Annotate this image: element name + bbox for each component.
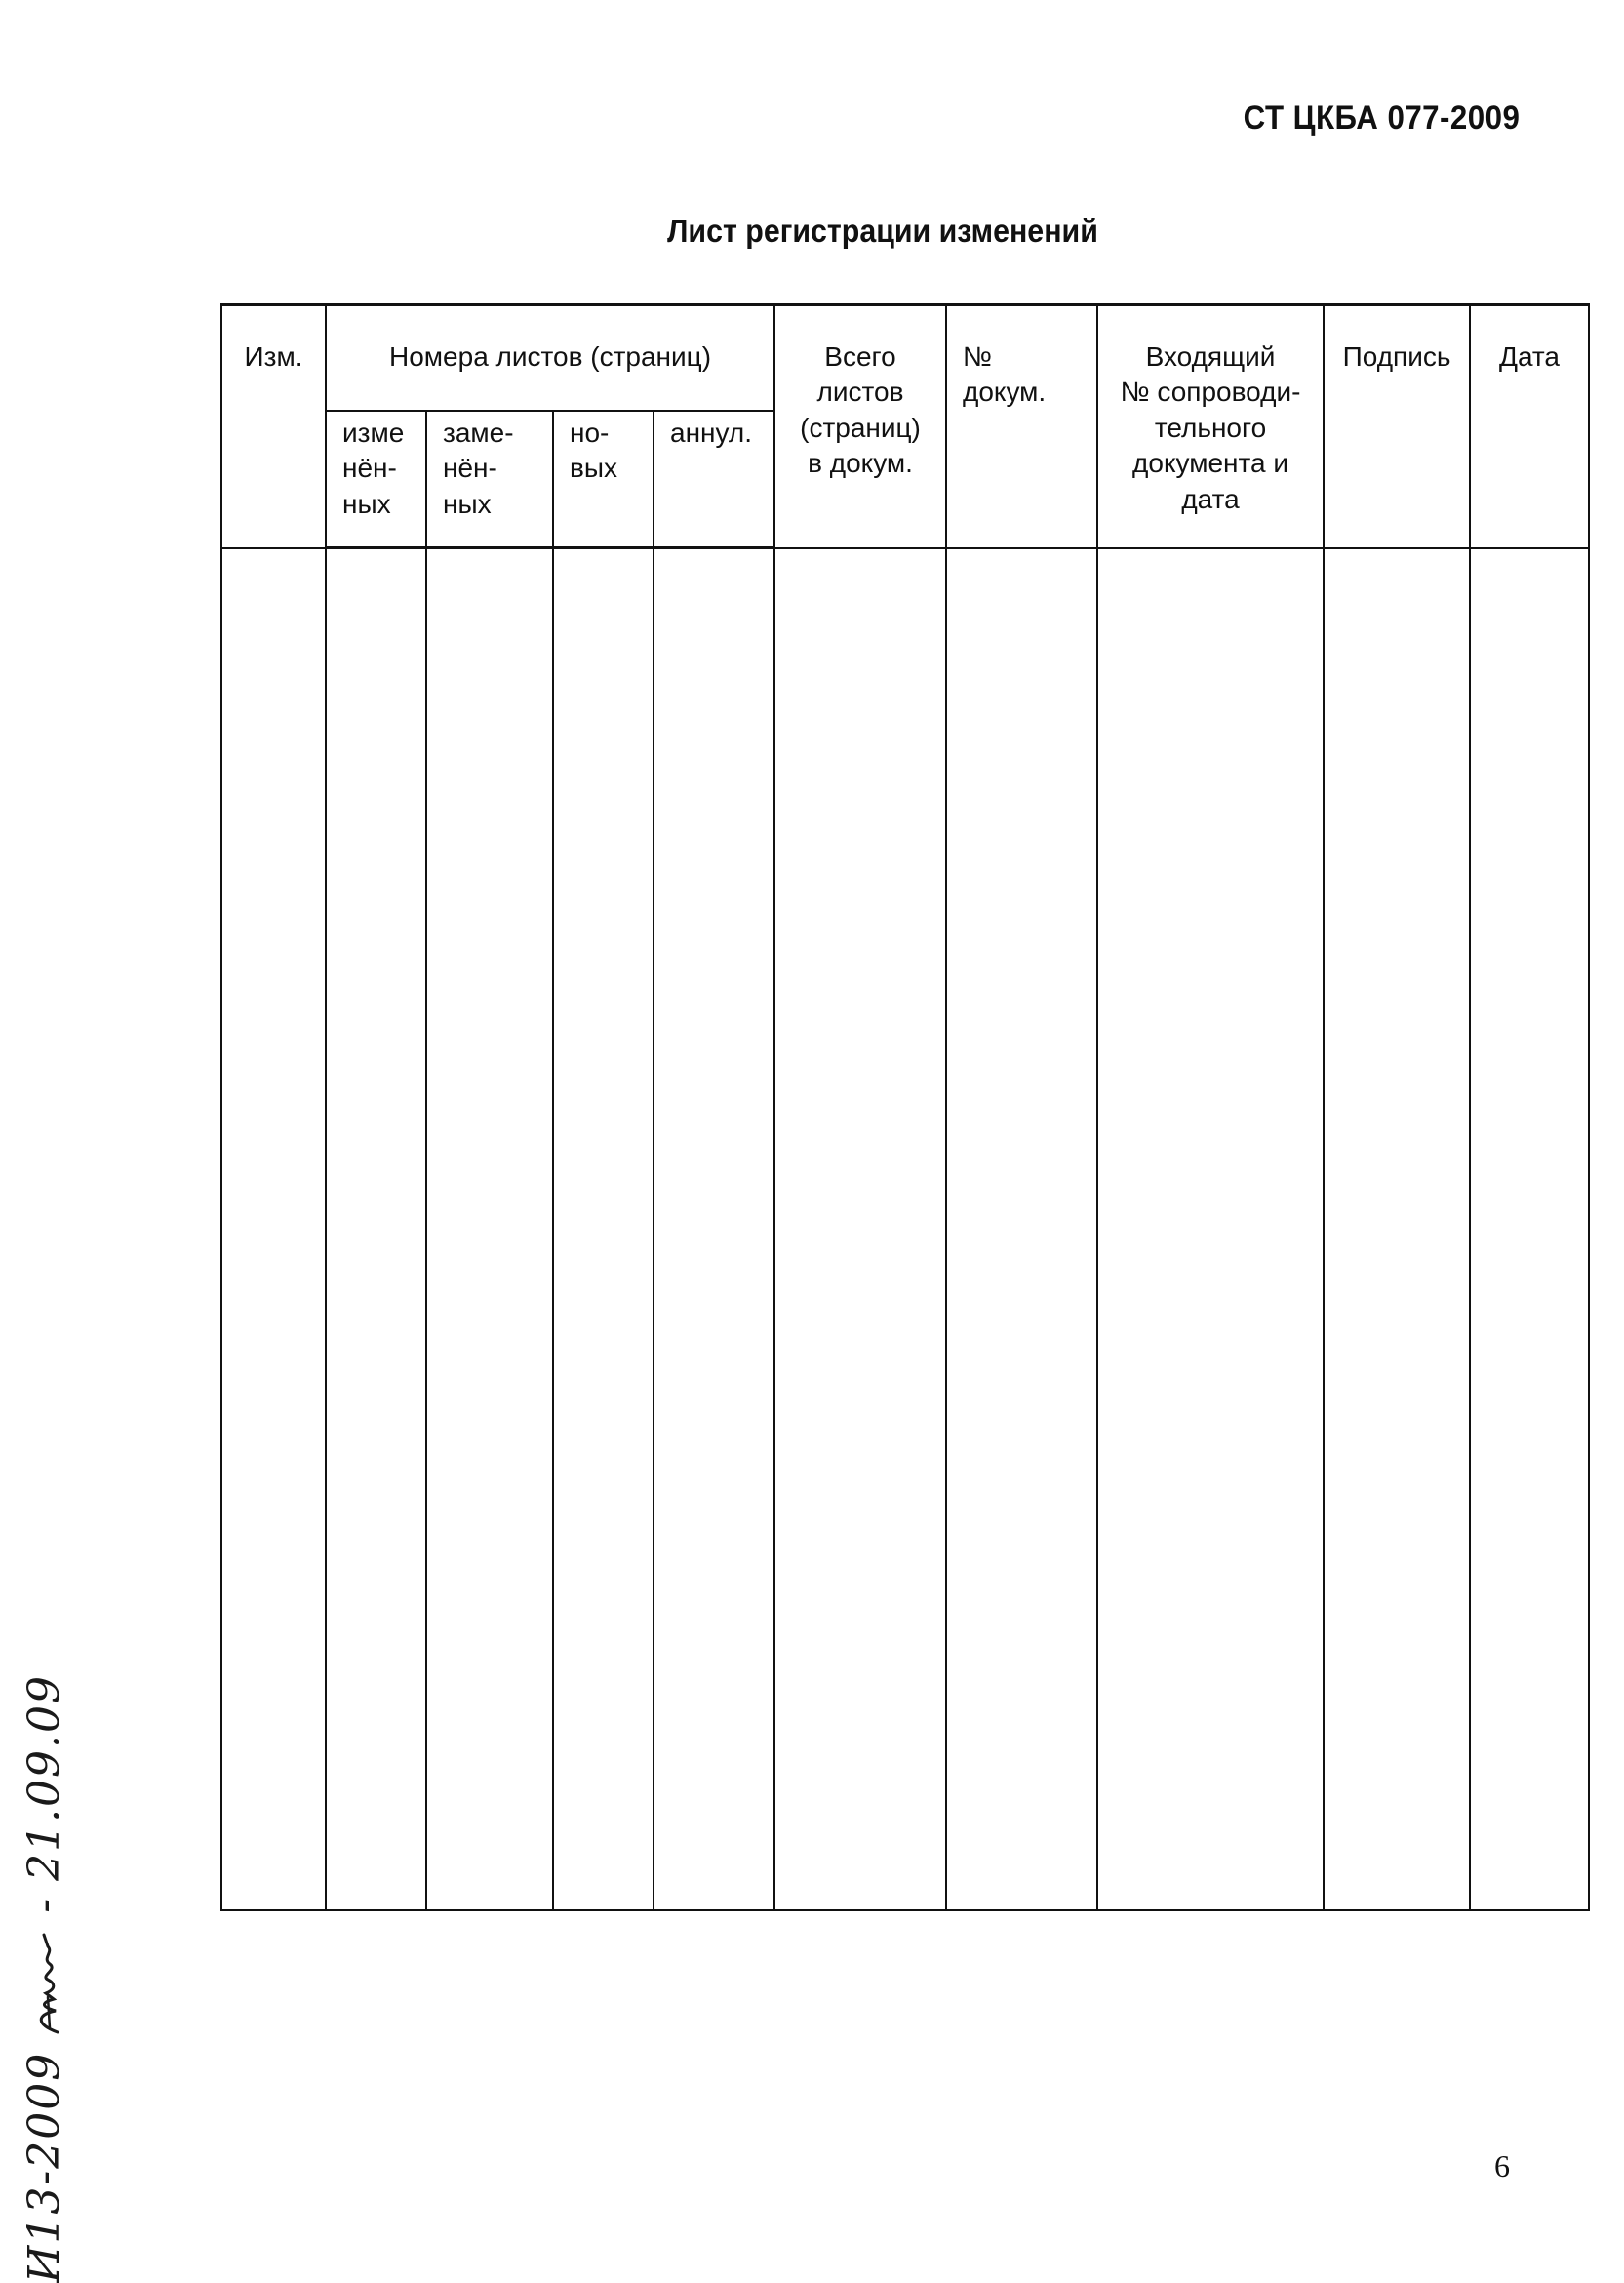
table-cell-changed: [326, 548, 426, 1911]
header-cell-change: [221, 305, 326, 548]
subheader-label-cancelled: аннул.: [670, 418, 752, 448]
header-label-date: Дата: [1499, 341, 1561, 372]
subheader-label-replaced: заме- нён- ных: [443, 418, 514, 519]
handwritten-margin-note: [20, 1674, 69, 2283]
table-cell-cancelled: [654, 548, 774, 1911]
subheader-cell-changed: [326, 411, 426, 548]
page-title: Лист регистрации изменений: [667, 213, 1098, 249]
header-cell-doc-no: [946, 305, 1097, 548]
header-cell-date: [1470, 305, 1589, 548]
document-code: СТ ЦКБА 077-2009: [1243, 100, 1520, 137]
table-row: [221, 548, 1589, 1911]
table-header-row: [221, 305, 1589, 412]
subheader-cell-cancelled: [654, 411, 774, 548]
subheader-cell-new: [553, 411, 654, 548]
table-cell-date: [1470, 548, 1589, 1911]
table-cell-replaced: [426, 548, 553, 1911]
header-label-doc-no: № докум.: [963, 341, 1047, 408]
subheader-cell-replaced: [426, 411, 553, 548]
table-cell-signature: [1324, 548, 1470, 1911]
header-cell-total: [774, 305, 946, 548]
header-label-sheet-numbers: Номера листов (страниц): [389, 341, 712, 372]
table-cell-total: [774, 548, 946, 1911]
margin-note-date: 21.09.09: [20, 1673, 69, 1881]
subheader-label-changed: изме нён- ных: [342, 418, 405, 519]
header-label-signature: Подпись: [1342, 341, 1451, 372]
table-cell-change: [221, 548, 326, 1911]
header-label-change: Изм.: [244, 341, 303, 372]
margin-note-separator: -: [20, 1896, 69, 1913]
table-cell-doc-no: [946, 548, 1097, 1911]
header-cell-signature: [1324, 305, 1470, 548]
header-label-total: Всего листов (страниц) в докум.: [800, 341, 921, 479]
table-cell-incoming: [1097, 548, 1324, 1911]
margin-note-prefix: И13-2009: [20, 2051, 69, 2283]
signature-icon: [28, 1929, 67, 2036]
header-cell-sheet-numbers: [326, 305, 774, 412]
subheader-label-new: но- вых: [570, 418, 617, 484]
table-cell-new: [553, 548, 654, 1911]
change-registration-table: [220, 303, 1590, 1911]
header-cell-incoming: [1097, 305, 1324, 548]
header-label-incoming: Входящий № сопроводи- тельного документа и дата: [1120, 341, 1301, 514]
page-number: 6: [1494, 2148, 1510, 2183]
